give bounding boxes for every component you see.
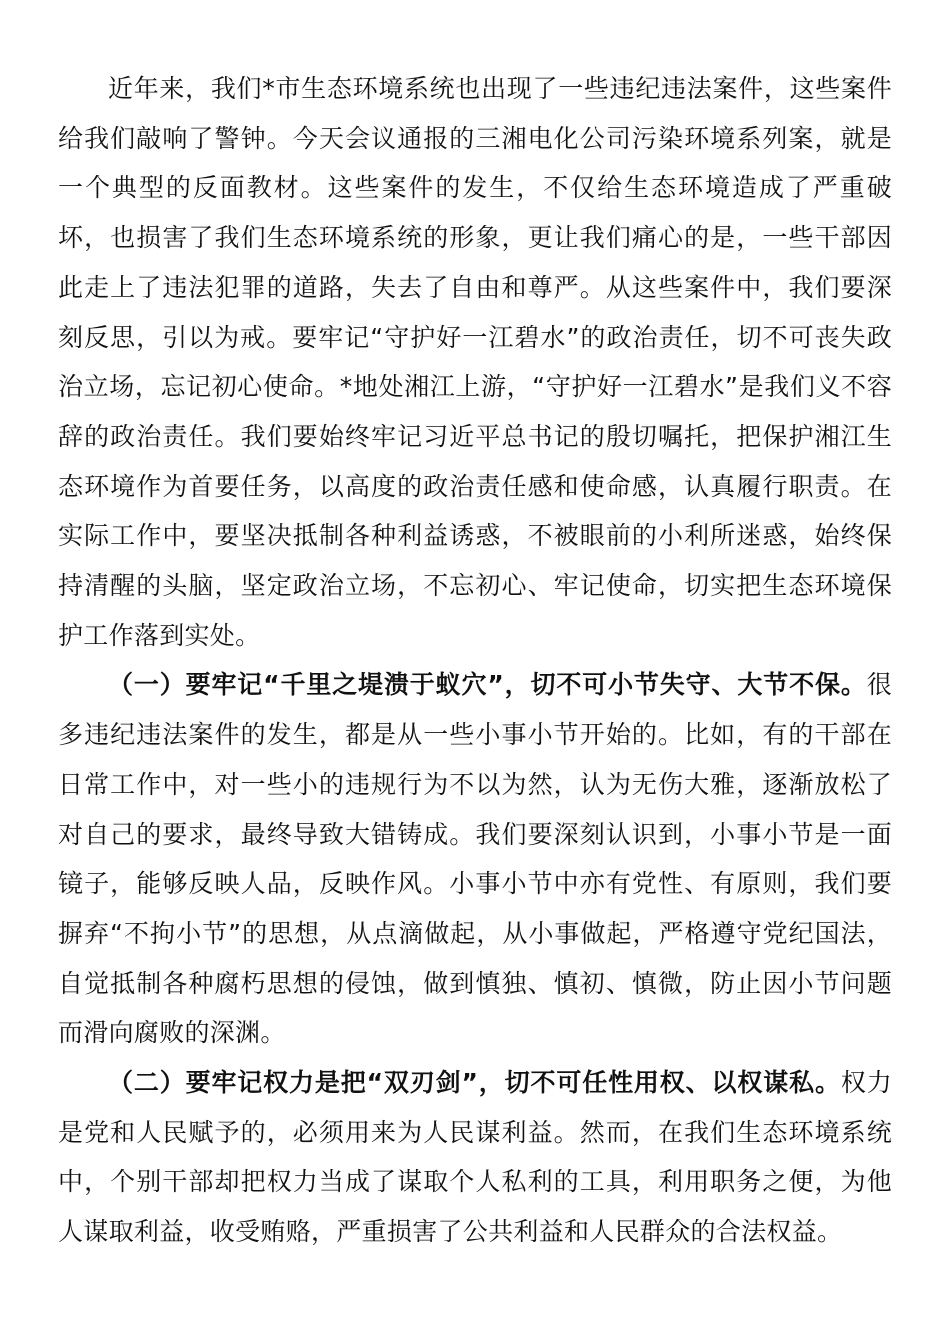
- paragraph-section-1: [58, 660, 892, 1058]
- paragraph-intro: [58, 64, 892, 660]
- section-heading: （一）要牢记“千里之堤溃于蚁穴”，切不可小节失守、大节不保。: [108, 670, 867, 700]
- section-heading: （二）要牢记权力是把“双刃剑”，切不可任性用权、以权谋私。: [108, 1068, 841, 1098]
- paragraph-section-2: [58, 1058, 892, 1257]
- paragraph-body: 近年来，我们*市生态环境系统也出现了一些违纪违法案件，这些案件给我们敲响了警钟。今天会议通报的三湘电化公司污染环境系列案，就是一个典型的反面教材。这些案件的发生，不仅给生态环境造成了严重破坏，也损害了我们生态环境系统的形象，更让我们痛心的是，一些干部因此走上了违法犯罪的道路，失去了自由和尊严。从这些案件中，我们要深刻反思，引以为戒。要牢记“守护好一江碧水”的政治责任，切不可丧失政治立场，忘记初心使命。*地处湘江上游，“守护好一江碧水”是我们义不容辞的政治责任。我们要始终牢记习近平总书记的殷切嘱托，把保护湘江生态环境作为首要任务，以高度的政治责任感和使命感，认真履行职责。在实际工作中，要坚决抵制各种利益诱惑，不被眼前的小利所迷惑，始终保持清醒的头脑，坚定政治立场，不忘初心、牢记使命，切实把生态环境保护工作落到实处。: [58, 74, 892, 650]
- paragraph-body: 权力是党和人民赋予的，必须用来为人民谋利益。然而，在我们生态环境系统中，个别干部却把权力当成了谋取个人私利的工具，利用职务之便，为他人谋取利益，收受贿赂，严重损害了公共利益和人民群众的合法权益。: [58, 1068, 892, 1247]
- document-page: [58, 64, 892, 1257]
- paragraph-body: 很多违纪违法案件的发生，都是从一些小事小节开始的。比如，有的干部在日常工作中，对一些小的违规行为不以为然，认为无伤大雅，逐渐放松了对自己的要求，最终导致大错铸成。我们要深刻认识到，小事小节是一面镜子，能够反映人品，反映作风。小事小节中亦有党性、有原则，我们要摒弃“不拘小节”的思想，从点滴做起，从小事做起，严格遵守党纪国法，自觉抵制各种腐朽思想的侵蚀，做到慎独、慎初、慎微，防止因小节问题而滑向腐败的深渊。: [58, 670, 892, 1048]
